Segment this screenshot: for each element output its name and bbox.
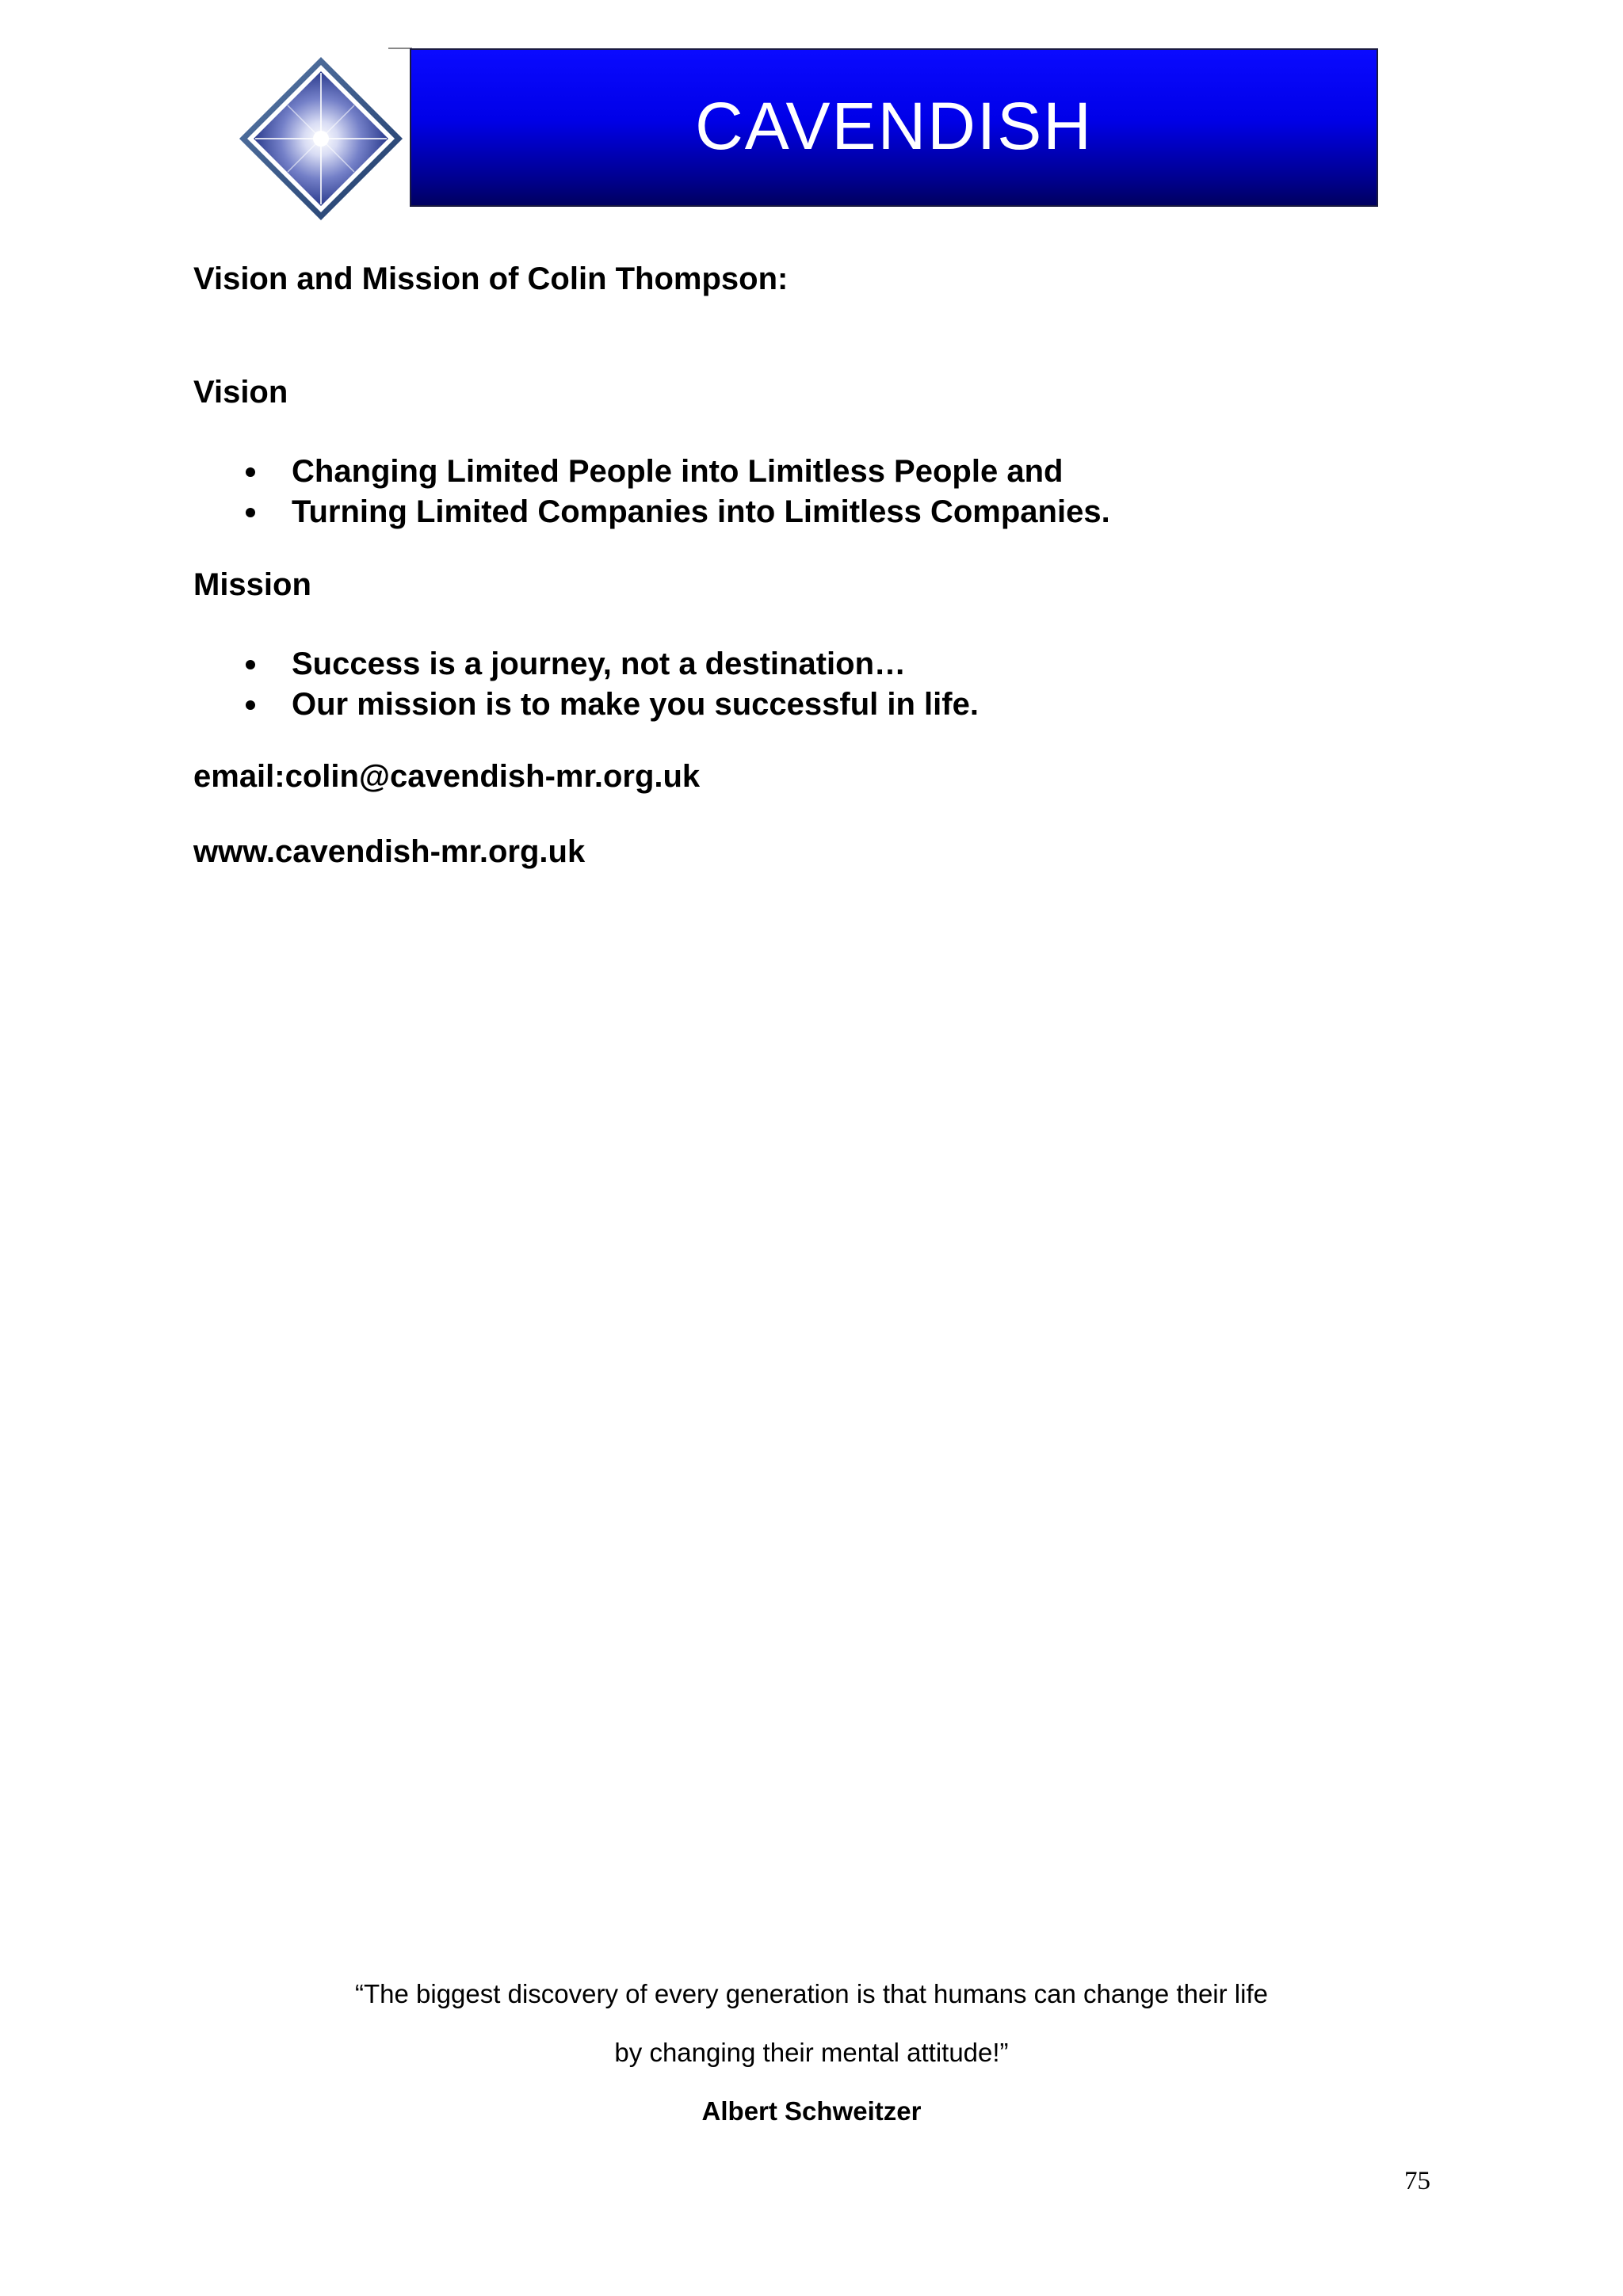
bullet-icon [246,660,255,669]
list-item-text: Our mission is to make you successful in life. [292,687,979,722]
list-item-text: Changing Limited People into Limitless People and [292,454,1064,489]
list-item-text: Turning Limited Companies into Limitless Companies. [292,494,1110,529]
banner-title: CAVENDISH [695,88,1093,163]
bullet-icon [246,467,255,477]
quote-line-2: by changing their mental attitude!” [614,2038,1009,2067]
bullet-icon [246,700,255,710]
diamond-star-logo-icon [238,55,404,222]
mission-heading: Mission [193,567,311,602]
list-item-text: Success is a journey, not a destination… [292,646,907,681]
vision-list [193,452,1110,532]
vision-heading: Vision [193,375,288,410]
bullet-icon [246,508,255,517]
quote-author: Albert Schweitzer [701,2096,922,2126]
list-item [193,644,979,685]
list-item [193,685,979,725]
list-item [193,492,1110,532]
page-number: 75 [1404,2167,1430,2195]
page-heading: Vision and Mission of Colin Thompson: [193,261,789,296]
quote-line-1: “The biggest discovery of every generation is that humans can change their life [355,1979,1268,2008]
list-item [193,452,1110,492]
email-link[interactable]: email:colin@cavendish-mr.org.uk [193,759,701,794]
mission-list [193,644,979,725]
header-banner [410,48,1378,207]
website-link[interactable]: www.cavendish-mr.org.uk [193,834,586,869]
header-rule [388,48,412,49]
